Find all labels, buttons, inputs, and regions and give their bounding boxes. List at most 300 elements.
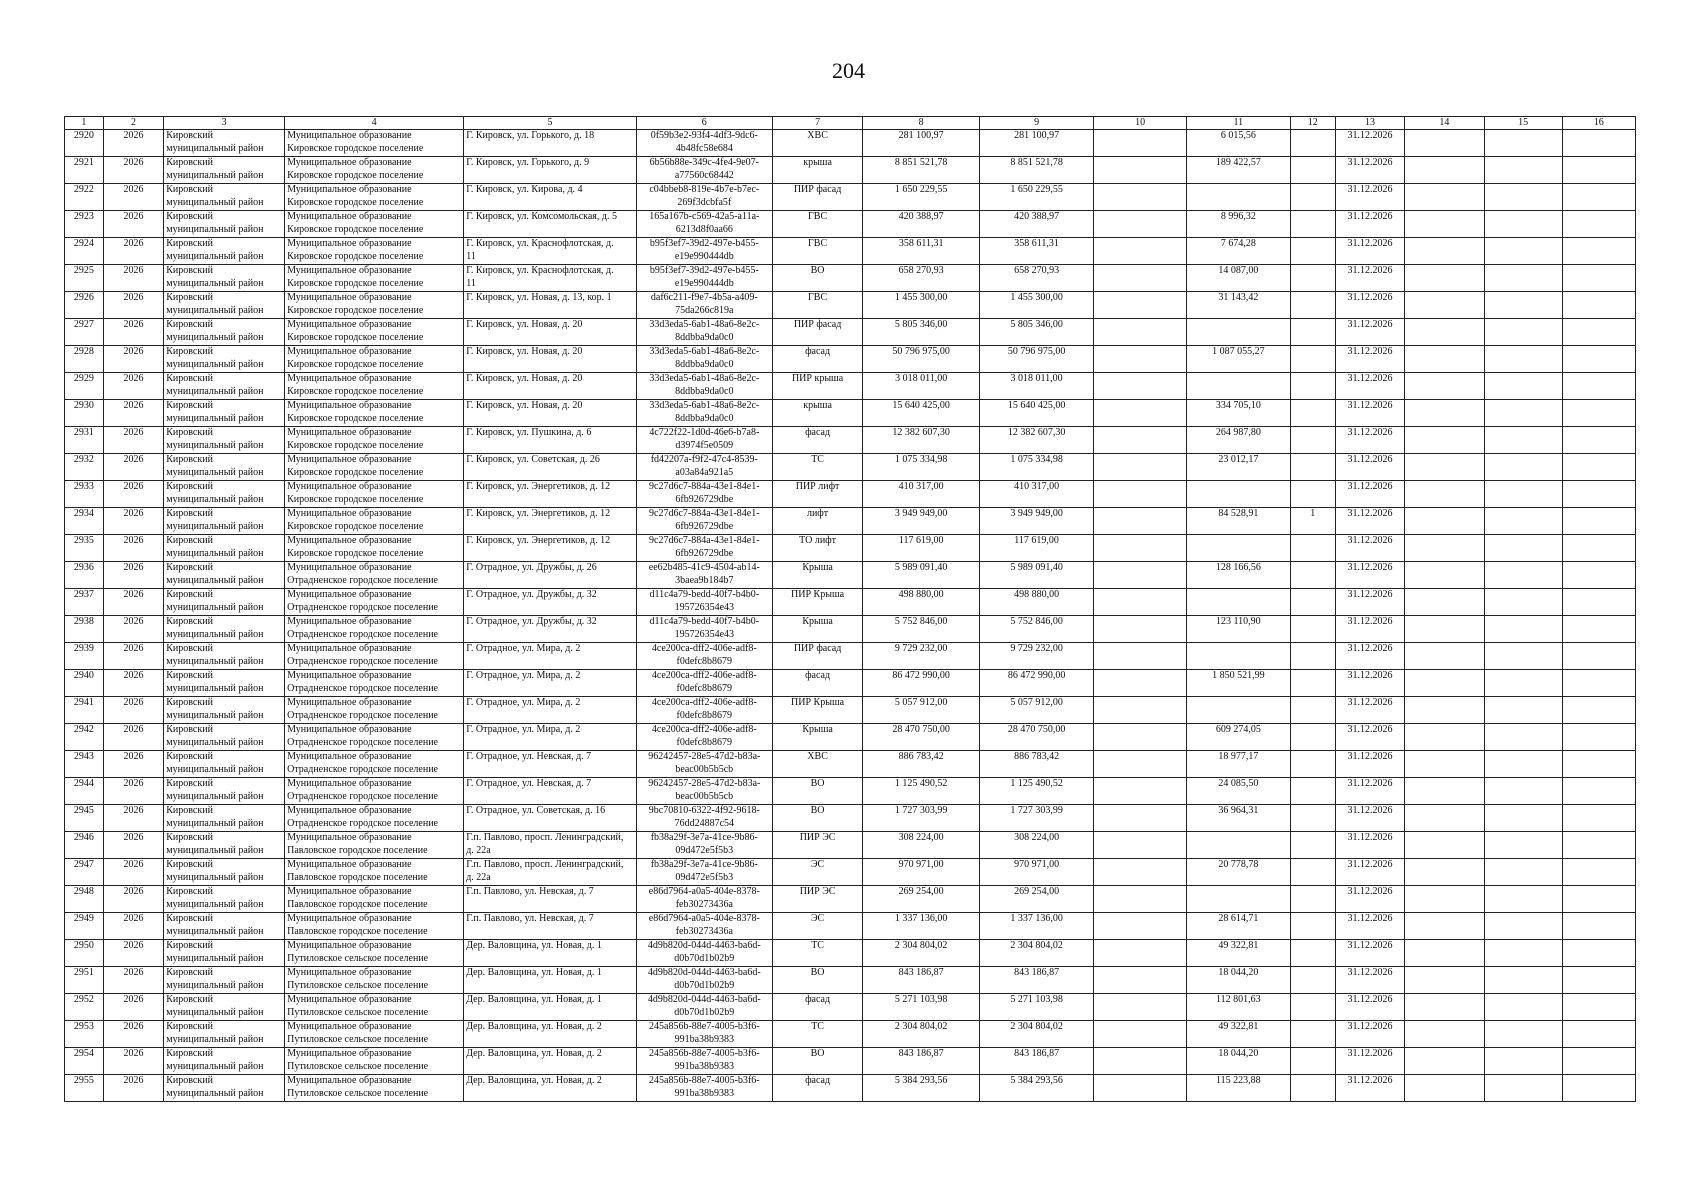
cell-column-11 bbox=[1187, 454, 1291, 481]
cell-house-guid bbox=[636, 535, 772, 562]
cell-text: фасад bbox=[805, 346, 831, 357]
table-row bbox=[65, 994, 1636, 1021]
cell-municipality bbox=[285, 265, 464, 292]
cell-text: 658 270,93 bbox=[898, 265, 944, 276]
column-header-4: 4 bbox=[285, 117, 464, 130]
cell-column-16 bbox=[1562, 346, 1636, 373]
cell-text: Муниципальное образование Павловское городское поселение bbox=[287, 886, 428, 910]
cell-text: Дер. Валовщина, ул. Новая, д. 2 bbox=[466, 1021, 602, 1032]
cell-text: ee62b485-41c9-4504-ab14- 3baea9b184b7 bbox=[648, 562, 760, 586]
cell-year bbox=[103, 1075, 163, 1102]
cell-text: 2026 bbox=[123, 265, 144, 276]
cell-text: 2934 bbox=[73, 508, 94, 519]
cell-completion-date bbox=[1335, 913, 1404, 940]
cell-fund-cost bbox=[979, 427, 1093, 454]
cell-address bbox=[464, 778, 637, 805]
cell-total-cost bbox=[863, 292, 980, 319]
cell-completion-date bbox=[1335, 211, 1404, 238]
cell-text: ПИР крыша bbox=[791, 373, 844, 384]
cell-total-cost bbox=[863, 913, 980, 940]
cell-column-14 bbox=[1404, 616, 1484, 643]
cell-house-guid bbox=[636, 319, 772, 346]
cell-text: 36 964,31 bbox=[1218, 805, 1259, 816]
cell-district bbox=[164, 319, 285, 346]
cell-work-type bbox=[772, 373, 863, 400]
cell-municipality bbox=[285, 1048, 464, 1075]
table-row bbox=[65, 778, 1636, 805]
cell-column-10 bbox=[1094, 238, 1187, 265]
cell-column-11 bbox=[1187, 319, 1291, 346]
cell-column-11 bbox=[1187, 508, 1291, 535]
cell-text: 3 018 011,00 bbox=[1010, 373, 1063, 384]
cell-address bbox=[464, 616, 637, 643]
cell-municipality bbox=[285, 427, 464, 454]
cell-year bbox=[103, 1048, 163, 1075]
cell-text: Кировский муниципальный район bbox=[166, 616, 264, 640]
cell-text: Дер. Валовщина, ул. Новая, д. 1 bbox=[466, 940, 602, 951]
cell-text: 2026 bbox=[123, 481, 144, 492]
cell-work-type bbox=[772, 265, 863, 292]
cell-house-guid bbox=[636, 832, 772, 859]
cell-completion-date bbox=[1335, 886, 1404, 913]
cell-text: 9 729 232,00 bbox=[894, 643, 948, 654]
cell-text: 410 317,00 bbox=[1014, 481, 1060, 492]
cell-fund-cost bbox=[979, 913, 1093, 940]
cell-text: 86 472 990,00 bbox=[1007, 670, 1066, 681]
cell-text: 5 989 091,40 bbox=[1010, 562, 1063, 573]
cell-column-11 bbox=[1187, 562, 1291, 589]
cell-row-number bbox=[65, 292, 104, 319]
cell-text: Кировский муниципальный район bbox=[166, 184, 264, 208]
cell-fund-cost bbox=[979, 751, 1093, 778]
cell-text: 1 087 055,27 bbox=[1212, 346, 1265, 357]
cell-municipality bbox=[285, 184, 464, 211]
cell-year bbox=[103, 319, 163, 346]
cell-completion-date bbox=[1335, 346, 1404, 373]
cell-text: Кировский муниципальный район bbox=[166, 292, 264, 316]
cell-address bbox=[464, 184, 637, 211]
cell-column-16 bbox=[1562, 913, 1636, 940]
cell-text: Муниципальное образование Отрадненское городское поселение bbox=[287, 778, 438, 802]
cell-text: 2 304 804,02 bbox=[1010, 940, 1063, 951]
cell-year bbox=[103, 994, 163, 1021]
cell-text: 2026 bbox=[123, 1075, 144, 1086]
cell-work-type bbox=[772, 562, 863, 589]
cell-total-cost bbox=[863, 211, 980, 238]
table-row bbox=[65, 940, 1636, 967]
cell-column-12 bbox=[1290, 508, 1335, 535]
cell-column-10 bbox=[1094, 751, 1187, 778]
cell-text: 2026 bbox=[123, 832, 144, 843]
cell-text: 420 388,97 bbox=[1014, 211, 1060, 222]
cell-text: 2920 bbox=[73, 130, 94, 141]
cell-text: 2026 bbox=[123, 805, 144, 816]
cell-work-type bbox=[772, 1075, 863, 1102]
cell-column-16 bbox=[1562, 184, 1636, 211]
cell-work-type bbox=[772, 670, 863, 697]
cell-text: 281 100,97 bbox=[1014, 130, 1060, 141]
cell-text: Г.п. Павлово, просп. Ленинградский, д. 22а bbox=[466, 859, 624, 883]
cell-work-type bbox=[772, 238, 863, 265]
cell-column-14 bbox=[1404, 967, 1484, 994]
cell-text: ХВС bbox=[807, 130, 828, 141]
cell-text: 31.12.2026 bbox=[1347, 157, 1393, 168]
cell-total-cost bbox=[863, 157, 980, 184]
cell-total-cost bbox=[863, 373, 980, 400]
cell-text: 2026 bbox=[123, 427, 144, 438]
cell-year bbox=[103, 508, 163, 535]
table-row bbox=[65, 427, 1636, 454]
cell-text: fd42207a-f9f2-47c4-8539- a03a84a921a5 bbox=[650, 454, 758, 478]
cell-column-11 bbox=[1187, 238, 1291, 265]
table-row bbox=[65, 589, 1636, 616]
table-row bbox=[65, 616, 1636, 643]
cell-column-12 bbox=[1290, 346, 1335, 373]
cell-fund-cost bbox=[979, 697, 1093, 724]
cell-column-10 bbox=[1094, 562, 1187, 589]
cell-column-16 bbox=[1562, 994, 1636, 1021]
cell-column-11 bbox=[1187, 1048, 1291, 1075]
cell-column-12 bbox=[1290, 1021, 1335, 1048]
cell-house-guid bbox=[636, 724, 772, 751]
cell-text: 31.12.2026 bbox=[1347, 238, 1393, 249]
cell-house-guid bbox=[636, 940, 772, 967]
cell-total-cost bbox=[863, 832, 980, 859]
cell-column-10 bbox=[1094, 859, 1187, 886]
cell-text: 5 805 346,00 bbox=[894, 319, 948, 330]
cell-text: Г. Кировск, ул. Новая, д. 13, кор. 1 bbox=[466, 292, 612, 303]
cell-column-14 bbox=[1404, 913, 1484, 940]
cell-column-10 bbox=[1094, 292, 1187, 319]
cell-column-14 bbox=[1404, 697, 1484, 724]
cell-text: Кировский муниципальный район bbox=[166, 967, 264, 991]
cell-total-cost bbox=[863, 1048, 980, 1075]
cell-address bbox=[464, 643, 637, 670]
cell-completion-date bbox=[1335, 1021, 1404, 1048]
cell-text: Муниципальное образование Кировское городское поселение bbox=[287, 238, 424, 262]
cell-text: 2026 bbox=[123, 562, 144, 573]
cell-column-15 bbox=[1484, 859, 1562, 886]
cell-column-14 bbox=[1404, 940, 1484, 967]
cell-text: e86d7964-a0a5-404e-8378- feb30273436a bbox=[648, 886, 760, 910]
cell-row-number bbox=[65, 184, 104, 211]
cell-column-15 bbox=[1484, 562, 1562, 589]
cell-completion-date bbox=[1335, 265, 1404, 292]
cell-text: 410 317,00 bbox=[898, 481, 944, 492]
cell-text: 609 274,05 bbox=[1215, 724, 1261, 735]
cell-text: 31.12.2026 bbox=[1347, 1048, 1393, 1059]
cell-column-11 bbox=[1187, 697, 1291, 724]
cell-column-11 bbox=[1187, 994, 1291, 1021]
cell-text: 9c27d6c7-884a-43e1-84e1- 6fb926729dbe bbox=[649, 535, 760, 559]
cell-row-number bbox=[65, 130, 104, 157]
cell-work-type bbox=[772, 184, 863, 211]
cell-text: 123 110,90 bbox=[1216, 616, 1261, 627]
cell-text: 28 614,71 bbox=[1218, 913, 1259, 924]
cell-address bbox=[464, 1048, 637, 1075]
cell-text: 2026 bbox=[123, 319, 144, 330]
cell-fund-cost bbox=[979, 211, 1093, 238]
cell-text: 2026 bbox=[123, 751, 144, 762]
cell-column-16 bbox=[1562, 319, 1636, 346]
cell-row-number bbox=[65, 427, 104, 454]
cell-house-guid bbox=[636, 886, 772, 913]
cell-column-16 bbox=[1562, 805, 1636, 832]
cell-total-cost bbox=[863, 967, 980, 994]
cell-district bbox=[164, 1075, 285, 1102]
cell-text: 8 851 521,78 bbox=[894, 157, 948, 168]
cell-column-14 bbox=[1404, 751, 1484, 778]
cell-text: 1 727 303,99 bbox=[1010, 805, 1063, 816]
cell-district bbox=[164, 211, 285, 238]
cell-row-number bbox=[65, 1048, 104, 1075]
cell-column-14 bbox=[1404, 859, 1484, 886]
cell-completion-date bbox=[1335, 859, 1404, 886]
cell-text: 2026 bbox=[123, 184, 144, 195]
cell-text: Кировский муниципальный район bbox=[166, 130, 264, 154]
cell-text: Г. Кировск, ул. Комсомольская, д. 5 bbox=[466, 211, 617, 222]
cell-column-16 bbox=[1562, 751, 1636, 778]
cell-fund-cost bbox=[979, 778, 1093, 805]
cell-text: 2026 bbox=[123, 346, 144, 357]
cell-municipality bbox=[285, 1021, 464, 1048]
cell-address bbox=[464, 346, 637, 373]
cell-column-12 bbox=[1290, 967, 1335, 994]
cell-column-11 bbox=[1187, 670, 1291, 697]
cell-year bbox=[103, 265, 163, 292]
cell-column-14 bbox=[1404, 724, 1484, 751]
cell-house-guid bbox=[636, 265, 772, 292]
cell-total-cost bbox=[863, 1021, 980, 1048]
table-row bbox=[65, 211, 1636, 238]
cell-column-15 bbox=[1484, 535, 1562, 562]
cell-district bbox=[164, 130, 285, 157]
cell-municipality bbox=[285, 508, 464, 535]
cell-text: фасад bbox=[805, 427, 831, 438]
cell-total-cost bbox=[863, 751, 980, 778]
cell-completion-date bbox=[1335, 319, 1404, 346]
cell-text: Муниципальное образование Кировское городское поселение bbox=[287, 319, 424, 343]
cell-text: Муниципальное образование Путиловское сельское поселение bbox=[287, 994, 429, 1018]
cell-column-14 bbox=[1404, 1021, 1484, 1048]
cell-column-16 bbox=[1562, 967, 1636, 994]
cell-text: Г. Отрадное, ул. Невская, д. 7 bbox=[466, 751, 592, 762]
cell-completion-date bbox=[1335, 832, 1404, 859]
cell-total-cost bbox=[863, 481, 980, 508]
cell-column-15 bbox=[1484, 373, 1562, 400]
cell-district bbox=[164, 805, 285, 832]
cell-work-type bbox=[772, 643, 863, 670]
cell-total-cost bbox=[863, 616, 980, 643]
cell-municipality bbox=[285, 751, 464, 778]
cell-work-type bbox=[772, 535, 863, 562]
cell-text: Кировский муниципальный район bbox=[166, 724, 264, 748]
cell-text: Г.п. Павлово, ул. Невская, д. 7 bbox=[466, 886, 594, 897]
cell-text: 5 271 103,98 bbox=[894, 994, 948, 1005]
cell-completion-date bbox=[1335, 400, 1404, 427]
cell-total-cost bbox=[863, 454, 980, 481]
cell-completion-date bbox=[1335, 778, 1404, 805]
cell-municipality bbox=[285, 697, 464, 724]
cell-house-guid bbox=[636, 670, 772, 697]
cell-text: 9bc70810-6322-4f92-9618- 76dd24887c54 bbox=[648, 805, 760, 829]
cell-text: 4ce200ca-dff2-406e-adf8- f0defc8b8679 bbox=[651, 670, 757, 694]
cell-text: 1 125 490,52 bbox=[894, 778, 948, 789]
cell-text: 2948 bbox=[73, 886, 94, 897]
cell-column-15 bbox=[1484, 427, 1562, 454]
cell-column-10 bbox=[1094, 265, 1187, 292]
cell-text: 2942 bbox=[73, 724, 94, 735]
cell-text: Г. Кировск, ул. Горького, д. 9 bbox=[466, 157, 590, 168]
cell-house-guid bbox=[636, 454, 772, 481]
cell-column-11 bbox=[1187, 265, 1291, 292]
cell-work-type bbox=[772, 157, 863, 184]
cell-text: Кировский муниципальный район bbox=[166, 373, 264, 397]
cell-column-12 bbox=[1290, 454, 1335, 481]
column-header-row bbox=[65, 117, 1636, 130]
cell-district bbox=[164, 643, 285, 670]
cell-text: 2947 bbox=[73, 859, 94, 870]
cell-column-15 bbox=[1484, 805, 1562, 832]
cell-work-type bbox=[772, 427, 863, 454]
cell-municipality bbox=[285, 724, 464, 751]
cell-text: 269 254,00 bbox=[898, 886, 944, 897]
cell-address bbox=[464, 427, 637, 454]
cell-column-16 bbox=[1562, 859, 1636, 886]
cell-fund-cost bbox=[979, 1048, 1093, 1075]
cell-text: Г. Кировск, ул. Краснофлотская, д. 11 bbox=[466, 265, 614, 289]
cell-text: 2941 bbox=[73, 697, 94, 708]
cell-column-10 bbox=[1094, 697, 1187, 724]
page-number: 204 bbox=[832, 58, 865, 83]
cell-text: fb38a29f-3e7a-41ce-9b86- 09d472e5f5b3 bbox=[650, 859, 758, 883]
cell-district bbox=[164, 427, 285, 454]
cell-fund-cost bbox=[979, 346, 1093, 373]
cell-work-type bbox=[772, 967, 863, 994]
cell-text: 843 186,87 bbox=[898, 1048, 944, 1059]
cell-work-type bbox=[772, 832, 863, 859]
cell-text: Дер. Валовщина, ул. Новая, д. 1 bbox=[466, 967, 602, 978]
cell-address bbox=[464, 697, 637, 724]
cell-text: 2026 bbox=[123, 886, 144, 897]
cell-column-11 bbox=[1187, 157, 1291, 184]
cell-column-15 bbox=[1484, 616, 1562, 643]
cell-row-number bbox=[65, 778, 104, 805]
column-header-13: 13 bbox=[1335, 117, 1404, 130]
cell-text: ВО bbox=[810, 778, 825, 789]
cell-address bbox=[464, 292, 637, 319]
cell-text: Кировский муниципальный район bbox=[166, 670, 264, 694]
cell-text: Кировский муниципальный район bbox=[166, 1021, 264, 1045]
cell-fund-cost bbox=[979, 535, 1093, 562]
cell-text: Г. Кировск, ул. Советская, д. 26 bbox=[466, 454, 600, 465]
cell-text: 2929 bbox=[73, 373, 94, 384]
cell-text: 1 125 490,52 bbox=[1010, 778, 1063, 789]
cell-address bbox=[464, 157, 637, 184]
cell-row-number bbox=[65, 373, 104, 400]
cell-text: 2925 bbox=[73, 265, 94, 276]
cell-work-type bbox=[772, 697, 863, 724]
cell-text: 4ce200ca-dff2-406e-adf8- f0defc8b8679 bbox=[651, 697, 757, 721]
cell-text: Крыша bbox=[802, 724, 833, 735]
cell-fund-cost bbox=[979, 940, 1093, 967]
cell-district bbox=[164, 373, 285, 400]
cell-text: 2026 bbox=[123, 859, 144, 870]
cell-house-guid bbox=[636, 1075, 772, 1102]
cell-fund-cost bbox=[979, 562, 1093, 589]
cell-fund-cost bbox=[979, 454, 1093, 481]
cell-column-15 bbox=[1484, 238, 1562, 265]
cell-text: Г. Отрадное, ул. Мира, д. 2 bbox=[466, 724, 581, 735]
cell-column-11 bbox=[1187, 616, 1291, 643]
cell-total-cost bbox=[863, 346, 980, 373]
cell-text: 2026 bbox=[123, 616, 144, 627]
column-header-16: 16 bbox=[1562, 117, 1636, 130]
column-header-10: 10 bbox=[1094, 117, 1187, 130]
cell-text: 2926 bbox=[73, 292, 94, 303]
table-row bbox=[65, 1075, 1636, 1102]
cell-year bbox=[103, 859, 163, 886]
cell-text: 2921 bbox=[73, 157, 94, 168]
cell-fund-cost bbox=[979, 184, 1093, 211]
cell-column-12 bbox=[1290, 184, 1335, 211]
cell-column-14 bbox=[1404, 130, 1484, 157]
cell-municipality bbox=[285, 535, 464, 562]
cell-text: Кировский муниципальный район bbox=[166, 886, 264, 910]
cell-column-12 bbox=[1290, 994, 1335, 1021]
cell-text: Муниципальное образование Кировское городское поселение bbox=[287, 508, 424, 532]
cell-text: Муниципальное образование Кировское городское поселение bbox=[287, 427, 424, 451]
table-row bbox=[65, 886, 1636, 913]
cell-total-cost bbox=[863, 697, 980, 724]
cell-year bbox=[103, 427, 163, 454]
cell-completion-date bbox=[1335, 157, 1404, 184]
cell-column-15 bbox=[1484, 157, 1562, 184]
cell-column-15 bbox=[1484, 778, 1562, 805]
cell-text: Муниципальное образование Кировское городское поселение bbox=[287, 184, 424, 208]
cell-column-12 bbox=[1290, 157, 1335, 184]
cell-text: 5 271 103,98 bbox=[1010, 994, 1063, 1005]
cell-district bbox=[164, 994, 285, 1021]
cell-work-type bbox=[772, 130, 863, 157]
cell-column-15 bbox=[1484, 184, 1562, 211]
cell-text: Муниципальное образование Отрадненское городское поселение bbox=[287, 562, 438, 586]
cell-text: Кировский муниципальный район bbox=[166, 562, 264, 586]
cell-column-14 bbox=[1404, 373, 1484, 400]
cell-column-10 bbox=[1094, 454, 1187, 481]
cell-text: 5 384 293,56 bbox=[1010, 1075, 1063, 1086]
cell-address bbox=[464, 400, 637, 427]
cell-row-number bbox=[65, 805, 104, 832]
cell-fund-cost bbox=[979, 1021, 1093, 1048]
cell-work-type bbox=[772, 400, 863, 427]
cell-district bbox=[164, 535, 285, 562]
cell-completion-date bbox=[1335, 130, 1404, 157]
cell-text: 308 224,00 bbox=[1014, 832, 1060, 843]
cell-text: 2928 bbox=[73, 346, 94, 357]
table-row bbox=[65, 1021, 1636, 1048]
cell-text: Муниципальное образование Кировское городское поселение bbox=[287, 265, 424, 289]
cell-text: 5 752 846,00 bbox=[894, 616, 948, 627]
cell-work-type bbox=[772, 319, 863, 346]
cell-text: 2949 bbox=[73, 913, 94, 924]
cell-year bbox=[103, 886, 163, 913]
cell-total-cost bbox=[863, 319, 980, 346]
cell-completion-date bbox=[1335, 670, 1404, 697]
cell-text: крыша bbox=[803, 400, 832, 411]
cell-municipality bbox=[285, 319, 464, 346]
cell-text: Кировский муниципальный район bbox=[166, 481, 264, 505]
